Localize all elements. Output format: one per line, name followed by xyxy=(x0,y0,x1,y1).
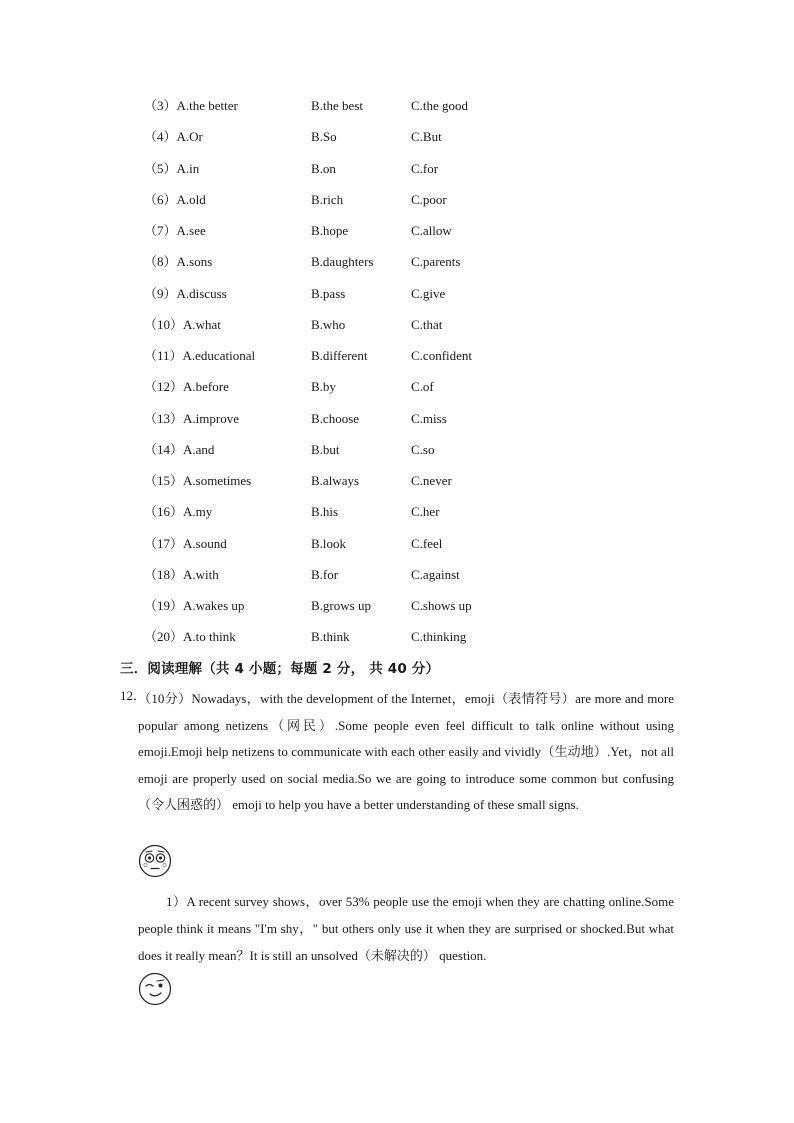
option-b: B.think xyxy=(311,629,350,645)
option-a: （18）A.with xyxy=(144,566,219,582)
question-number: 12． xyxy=(120,688,147,703)
option-c: C.feel xyxy=(411,535,443,551)
option-b: B.but xyxy=(311,441,340,457)
option-c: C.miss xyxy=(411,410,447,426)
option-b: B.So xyxy=(311,129,337,145)
option-row xyxy=(144,284,564,315)
question-passage: （10分）Nowadays，with the development of the Internet，emoji（表情符号）are more and more popular among netizens（网民）.Some people even feel difficult to talk online without using emoji.Emoji help netizens to communicate with each other easily and vividly（生动地）.Yet，not all emoji are properly used on social media.So we are going to introduce some common but confusing（令人困惑的） emoji to help you have a better understanding of these small signs. xyxy=(138,691,674,812)
option-a: （12）A.before xyxy=(144,379,229,395)
option-b: B.hope xyxy=(311,223,349,238)
options-list xyxy=(144,96,564,659)
option-c: C.of xyxy=(411,379,434,395)
option-a: （7）A.see xyxy=(144,223,206,238)
option-c: C.her xyxy=(411,504,440,520)
option-b: B.grows up xyxy=(311,598,371,613)
option-a: （6）A.old xyxy=(144,191,206,207)
winking-face-icon xyxy=(138,972,172,1006)
option-c: C.allow xyxy=(411,223,452,238)
option-row xyxy=(144,127,564,158)
option-b: B.for xyxy=(311,566,339,582)
option-a: （14）A.and xyxy=(144,441,215,457)
option-row xyxy=(144,377,564,408)
option-row xyxy=(144,346,564,377)
option-a: （9）A.discuss xyxy=(144,285,227,301)
option-c: C.so xyxy=(411,441,435,457)
option-c: C.against xyxy=(411,566,460,582)
paragraph-1: 1）A recent survey shows，over 53% people use the emoji when they are chatting online.Some people think it means "I'm shy，" but others only use it when they are surprised or shocked.But what does it really mean？It is still an unsolved（未解决的） question. xyxy=(138,894,674,963)
option-row xyxy=(144,502,564,533)
option-b: B.pass xyxy=(311,285,346,301)
option-c: C.poor xyxy=(411,191,447,207)
option-row xyxy=(144,534,564,565)
option-row xyxy=(144,565,564,596)
option-b: B.on xyxy=(311,160,336,176)
option-c: C.confident xyxy=(411,348,473,363)
flushed-face-icon xyxy=(138,844,172,878)
option-c: C.never xyxy=(411,473,452,488)
option-row xyxy=(144,440,564,471)
option-a: （3）A.the better xyxy=(144,98,238,113)
option-a: （5）A.in xyxy=(144,160,200,176)
option-a: （16）A.my xyxy=(144,504,213,520)
option-a: （15）A.sometimes xyxy=(144,473,252,488)
option-row xyxy=(144,252,564,283)
option-a: （8）A.sons xyxy=(144,254,213,270)
option-c: C.thinking xyxy=(411,629,467,645)
option-b: B.daughters xyxy=(311,254,374,270)
option-a: （20）A.to think xyxy=(144,629,236,645)
option-b: B.look xyxy=(311,535,347,551)
option-a: （17）A.sound xyxy=(144,535,227,551)
option-c: C.parents xyxy=(411,254,461,270)
option-b: B.always xyxy=(311,473,360,488)
option-row xyxy=(144,409,564,440)
option-b: B.the best xyxy=(311,98,363,113)
option-row xyxy=(144,596,564,627)
option-b: B.different xyxy=(311,348,368,363)
option-a: （11）A.educational xyxy=(144,348,256,363)
option-row xyxy=(144,96,564,127)
option-a: （10）A.what xyxy=(144,316,221,332)
option-c: C.that xyxy=(411,316,443,332)
option-c: C.give xyxy=(411,285,446,301)
option-b: B.by xyxy=(311,379,336,395)
section-heading: 三．阅读理解（共 4 小题；每题 2 分， 共 40 分） xyxy=(120,661,440,677)
option-c: C.shows up xyxy=(411,598,472,613)
option-b: B.his xyxy=(311,504,339,520)
option-a: （13）A.improve xyxy=(144,410,239,426)
option-row xyxy=(144,627,564,658)
option-row xyxy=(144,159,564,190)
option-b: B.choose xyxy=(311,410,360,426)
option-c: C.But xyxy=(411,129,442,145)
option-b: B.who xyxy=(311,316,346,332)
option-c: C.the good xyxy=(411,98,469,113)
option-row xyxy=(144,315,564,346)
option-a: （19）A.wakes up xyxy=(144,598,245,613)
option-row xyxy=(144,221,564,252)
option-row xyxy=(144,471,564,502)
option-c: C.for xyxy=(411,160,439,176)
option-b: B.rich xyxy=(311,191,344,207)
option-a: （4）A.Or xyxy=(144,129,203,145)
option-row xyxy=(144,190,564,221)
